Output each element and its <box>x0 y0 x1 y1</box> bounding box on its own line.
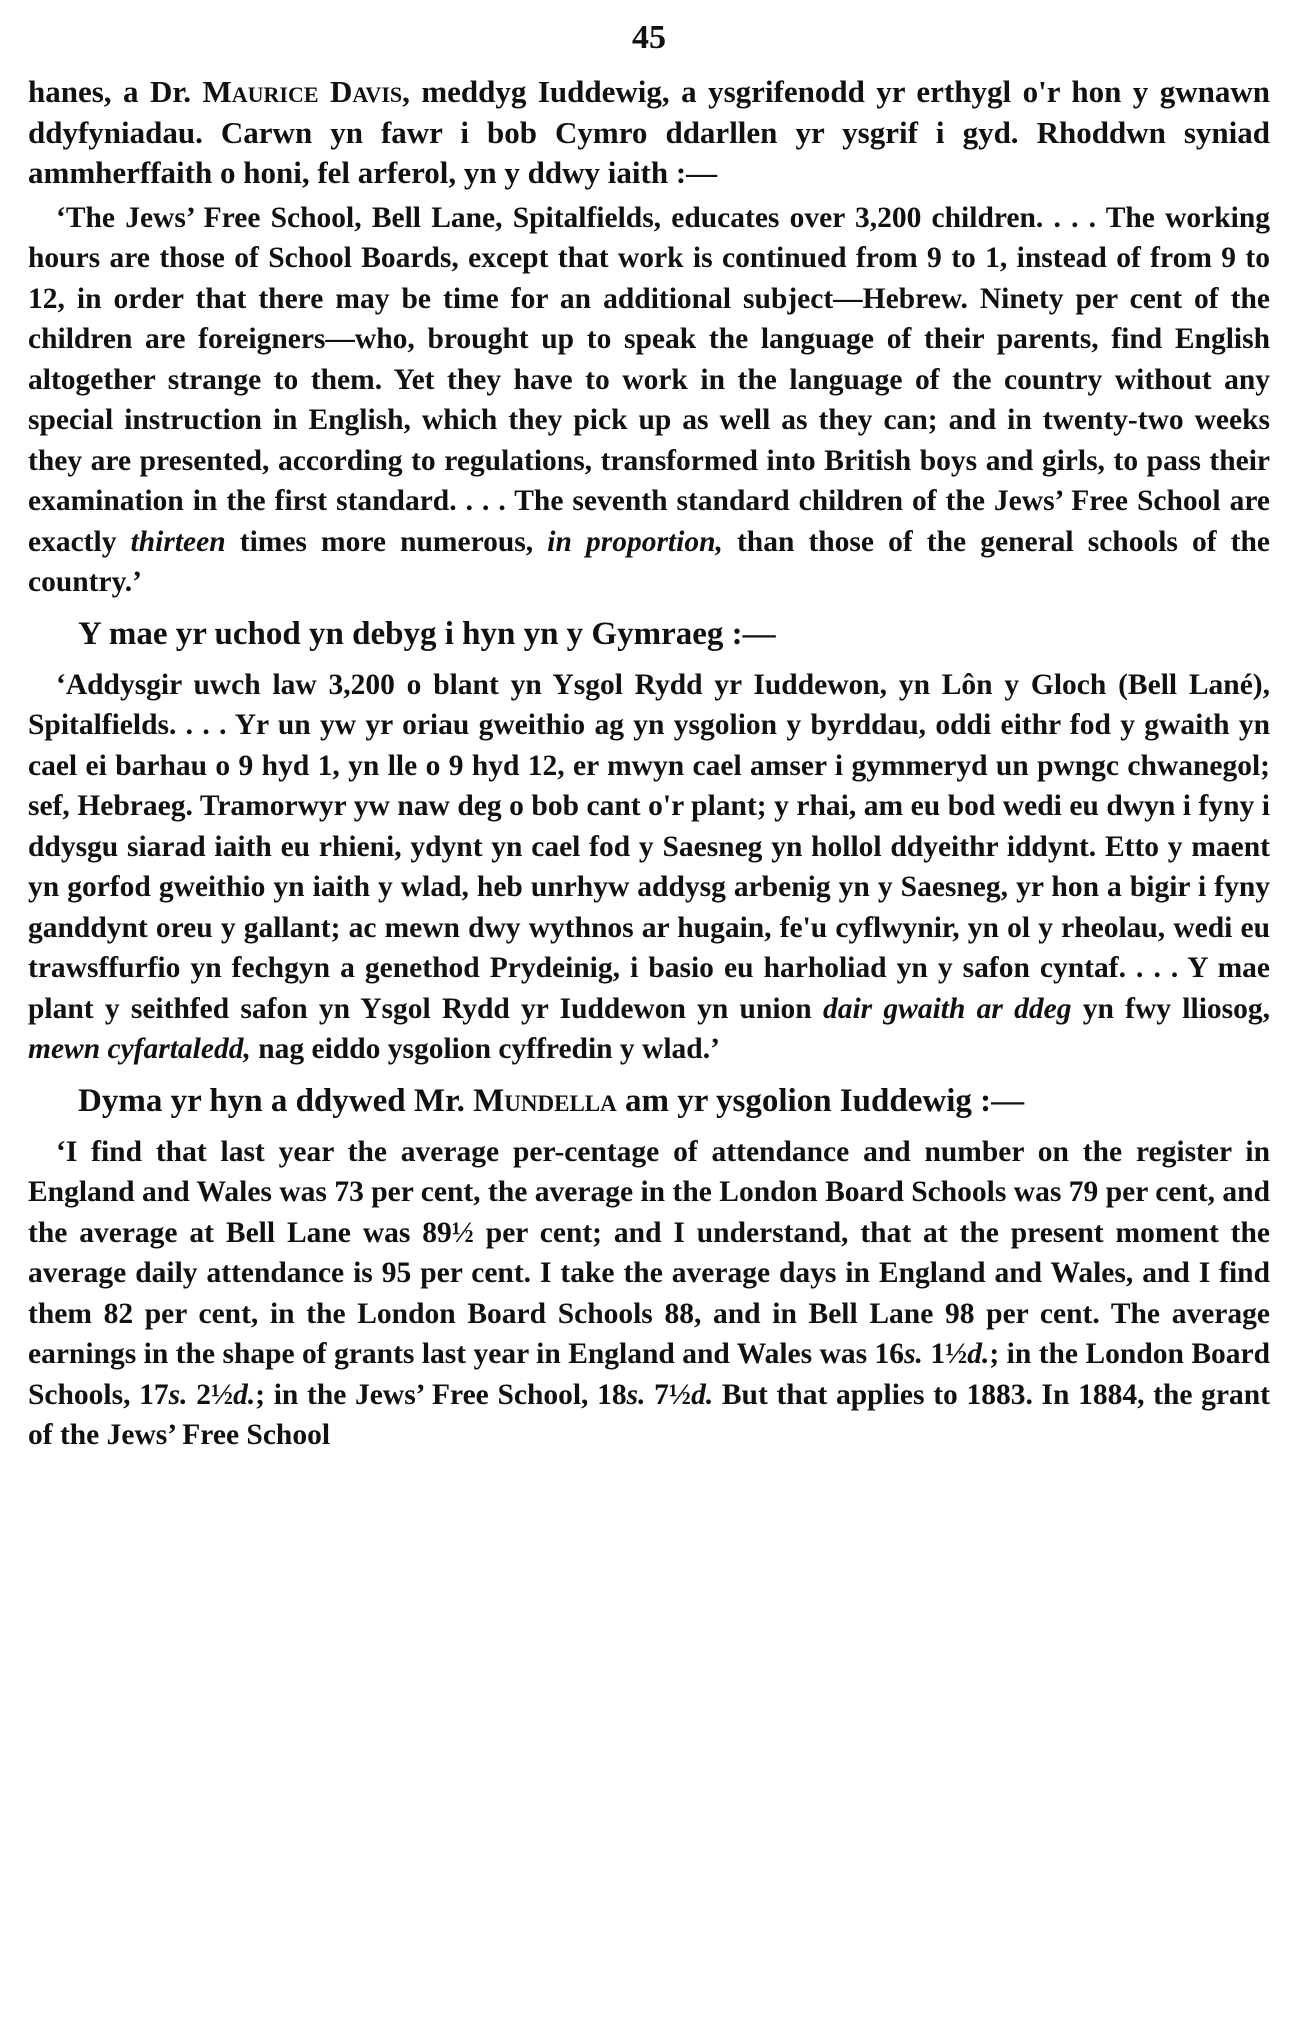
english-quote-text-2: times more numerous, <box>225 525 548 558</box>
english-quote-text-1: ‘The Jews’ Free School, Bell Lane, Spitalfields, educates over 3,200 children. . . . The working hours are those of School Boards, except that work is continued from 9 to 1, instead of from 9 to 12, in order that there may be time for an additional subject—Hebrew. Ninety per cent of the children are foreigners—who, brought up to speak the language of their parents, find English altogether strange to them. Yet they have to work in the language of the country without any special instruction in English, which they pick up as well as they can; and in twenty-two weeks they are presented, according to regulations, transformed into British boys and girls, to pass their examination in the first standard. . . . The seventh standard children of the Jews’ Free School are exactly <box>28 201 1270 558</box>
english-quote-paragraph <box>28 198 1270 603</box>
page-number: 45 <box>632 19 666 56</box>
mundella-intro-text-2: am yr ysgolion Iuddewig :— <box>616 1082 1025 1119</box>
welsh-quote-text-1: ‘Addysgir uwch law 3,200 o blant yn Ysgol Rydd yr Iuddewon, yn Lôn y Gloch (Bell Lané), Spitalfields. . . . Yr un yw yr oriau gweithio ag yn ysgolion y byrddau, oddi eithr fod y gwaith yn cael ei barhau o 9 hyd 1, yn lle o 9 hyd 12, er mwyn cael amser i gymmeryd un pwngc chwanegol; sef, Hebraeg. Tramorwyr yw naw deg o bob cant o'r plant; y rhai, am eu bod wedi eu dwyn i fyny i ddysgu siarad iaith eu rhieni, ydynt yn cael fod y Saesneg yn hollol ddyeithr iddynt. Etto y maent yn gorfod gweithio yn iaith y wlad, heb unrhyw addysg arbenig yn y Saesneg, yr hon a bigir i fyny ganddynt oreu y gallant; ac mewn dwy wythnos ar hugain, fe'u cyflwynir, yn ol y rheolau, wedi eu trawsffurfio yn fechgyn a genethod Prydeinig, i basio eu harholiad yn y safon cyntaf. . . . Y mae plant y seithfed safon yn Ysgol Rydd yr Iuddewon yn union <box>28 668 1270 1025</box>
mundella-quote-text-7: But that applies to 1883. In 1884, the grant of the Jews’ Free School <box>28 1378 1271 1451</box>
welsh-quote-text-2: yn fwy lliosog, <box>1071 992 1271 1025</box>
author-name: Maurice Davis <box>202 74 403 109</box>
shilling-abbrev: s. <box>626 1378 646 1411</box>
english-quote-text-3: than those of the general schools of the country.’ <box>28 525 1270 598</box>
intro-text-2: , meddyg Iuddewig, a ysgrifenodd yr erthygl o'r hon y gwnawn ddyfyniadau. Carwn yn fawr i bob Cymro ddarllen yr ysgrif i gyd. Rhoddwn syniad ammherffaith o honi, fel arferol, yn y ddwy iaith :— <box>28 74 1271 190</box>
pence-abbrev: d. <box>967 1338 990 1370</box>
shilling-abbrev: s. <box>168 1378 188 1411</box>
welsh-intro-line: Y mae yr uchod yn debyg i hyn yn y Gymraeg :— <box>78 615 776 652</box>
mundella-intro-line <box>28 1080 1270 1122</box>
mundella-quote-text-4: 2½ <box>187 1378 234 1411</box>
mundella-quote-text-1: ‘I find that last year the average per-centage of attendance and number on the register in England and Wales was 73 per cent, the average in the London Board Schools was 79 per cent, and the average at Bell Lane was 89½ per cent; and I understand, that at the present moment the average daily attendance is 95 per cent. I take the average days in England and Wales, and I find them 82 per cent, in the London Board Schools 88, and in Bell Lane 98 per cent. The average earnings in the shape of grants last year in England and Wales was 16 <box>28 1135 1270 1370</box>
pence-abbrev: d. <box>233 1378 256 1411</box>
mundella-quote-text-6: 7½ <box>645 1378 692 1411</box>
welsh-quote-paragraph <box>28 665 1270 1070</box>
mundella-quote-text-5: ; in the Jews’ Free School, 18 <box>255 1378 627 1411</box>
shilling-abbrev: s. <box>904 1338 923 1370</box>
intro-paragraph <box>28 72 1270 194</box>
english-quote-emphasis-1: thirteen <box>130 525 226 558</box>
mundella-quote-text-3: ; in the London Board Schools, 17 <box>28 1338 1271 1411</box>
english-quote-emphasis-2: in proportion, <box>547 525 723 558</box>
mundella-quote-text-2: 1½ <box>922 1338 968 1370</box>
mundella-quote-paragraph <box>28 1132 1270 1456</box>
mundella-intro-text-1: Dyma yr hyn a ddywed Mr. <box>78 1082 474 1119</box>
pence-abbrev: d. <box>691 1378 714 1411</box>
welsh-quote-text-3: nag eiddo ysgolion cyffredin y wlad.’ <box>250 1033 720 1065</box>
intro-text-1: hanes, a Dr. <box>28 74 203 109</box>
welsh-quote-emphasis-2: mewn cyfartaledd, <box>28 1033 251 1065</box>
book-page <box>28 18 1270 1466</box>
welsh-quote-emphasis-1: dair gwaith ar ddeg <box>822 992 1072 1025</box>
mundella-name: Mundella <box>473 1082 617 1119</box>
